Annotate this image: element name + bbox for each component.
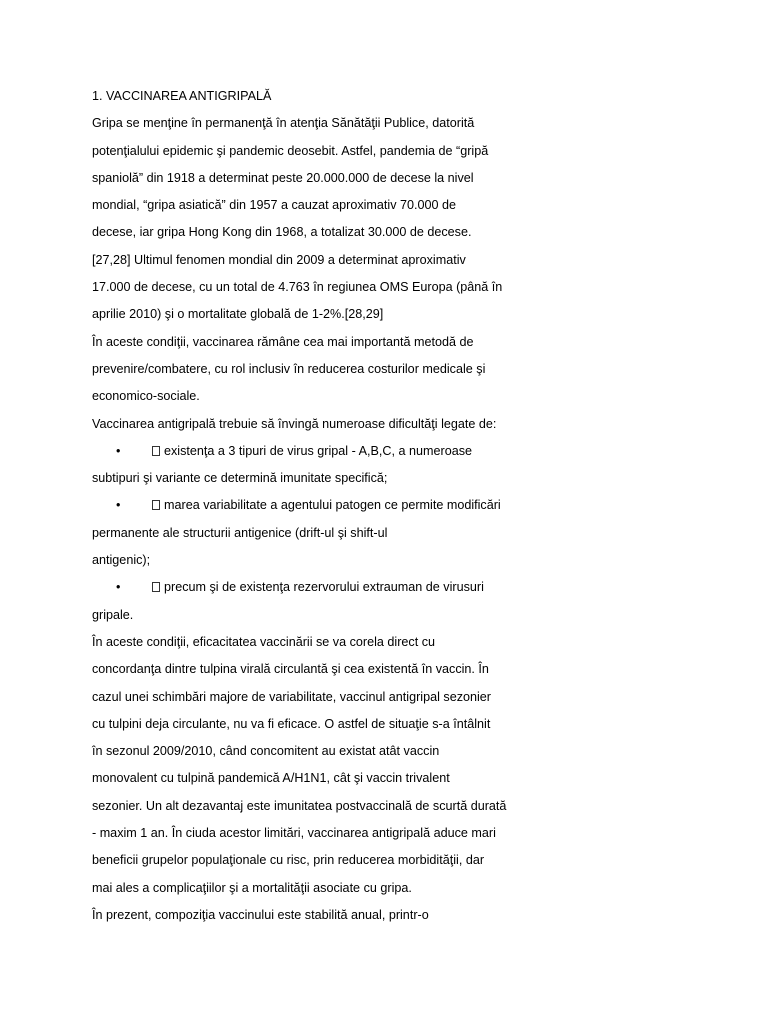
missing-glyph-icon — [152, 582, 160, 592]
document-body — [92, 86, 532, 932]
bullet-continuation: permanente ale structurii antigenice (drift-ul şi shift-ul — [92, 525, 388, 540]
missing-glyph-icon — [152, 446, 160, 456]
bullet-continuation: gripale. — [92, 607, 134, 622]
text-line: În aceste condiţii, vaccinarea rămâne cea mai importantă metodă de — [92, 334, 474, 349]
text-line: Vaccinarea antigripală trebuie să învingă numeroase dificultăţi legate de: — [92, 416, 497, 431]
text-line: [27,28] Ultimul fenomen mondial din 2009 a determinat aproximativ — [92, 252, 466, 267]
text-line: cu tulpini deja circulante, nu va fi eficace. O astfel de situaţie s-a întâlnit — [92, 716, 491, 731]
bullet-dot: • — [116, 443, 121, 458]
text-line: În aceste condiţii, eficacitatea vaccinării se va corela direct cu — [92, 634, 435, 649]
bullet-continuation: subtipuri şi variante ce determină imunitate specifică; — [92, 471, 388, 486]
text-line: 17.000 de decese, cu un total de 4.763 în regiunea OMS Europa (până în — [92, 280, 503, 295]
text-line: beneficii grupelor populaţionale cu risc, prin reducerea morbidităţii, dar — [92, 853, 485, 868]
text-line: - maxim 1 an. În ciuda acestor limitări, vaccinarea antigripală aduce mari — [92, 826, 496, 841]
bullet-text: precum şi de existenţa rezervorului extrauman de virusuri — [164, 580, 484, 595]
text-line: cazul unei schimbări majore de variabilitate, vaccinul antigripal sezonier — [92, 689, 491, 704]
text-line: spaniolă” din 1918 a determinat peste 20.000.000 de decese la nivel — [92, 170, 474, 185]
bullet-item — [92, 577, 532, 604]
bullet-text: existenţa a 3 tipuri de virus gripal - A,B,C, a numeroase — [164, 443, 472, 458]
bullet-list — [92, 441, 532, 632]
bullet-dot: • — [116, 580, 121, 595]
text-line: sezonier. Un alt dezavantaj este imunitatea postvaccinală de scurtă durată — [92, 798, 507, 813]
text-line: decese, iar gripa Hong Kong din 1968, a totalizat 30.000 de decese. — [92, 225, 472, 240]
paragraph-intro — [92, 113, 532, 441]
bullet-continuation: antigenic); — [92, 553, 151, 568]
paragraph-conclusion — [92, 632, 532, 932]
text-line: în sezonul 2009/2010, când concomitent au existat atât vaccin — [92, 744, 440, 759]
text-line: potenţialului epidemic şi pandemic deosebit. Astfel, pandemia de “gripă — [92, 143, 489, 158]
text-line: mai ales a complicaţiilor şi a mortalităţii asociate cu gripa. — [92, 880, 412, 895]
section-heading: 1. VACCINAREA ANTIGRIPALĂ — [92, 89, 272, 103]
text-line: În prezent, compoziţia vaccinului este stabilită anual, printr-o — [92, 907, 429, 922]
text-line: Gripa se menţine în permanenţă în atenţia Sănătăţii Publice, datorită — [92, 116, 475, 131]
text-line: concordanţa dintre tulpina virală circulantă şi cea existentă în vaccin. În — [92, 662, 489, 677]
text-line: monovalent cu tulpină pandemică A/H1N1, cât şi vaccin trivalent — [92, 771, 450, 786]
bullet-item — [92, 495, 532, 522]
text-line: aprilie 2010) şi o mortalitate globală de 1-2%.[28,29] — [92, 307, 384, 322]
bullet-item — [92, 441, 532, 468]
text-line: prevenire/combatere, cu rol inclusiv în reducerea costurilor medicale şi — [92, 361, 486, 376]
bullet-text: marea variabilitate a agentului patogen ce permite modificări — [164, 498, 501, 513]
missing-glyph-icon — [152, 500, 160, 510]
text-line: economico-sociale. — [92, 389, 200, 404]
text-line: mondial, “gripa asiatică” din 1957 a cauzat aproximativ 70.000 de — [92, 198, 457, 213]
bullet-dot: • — [116, 498, 121, 513]
